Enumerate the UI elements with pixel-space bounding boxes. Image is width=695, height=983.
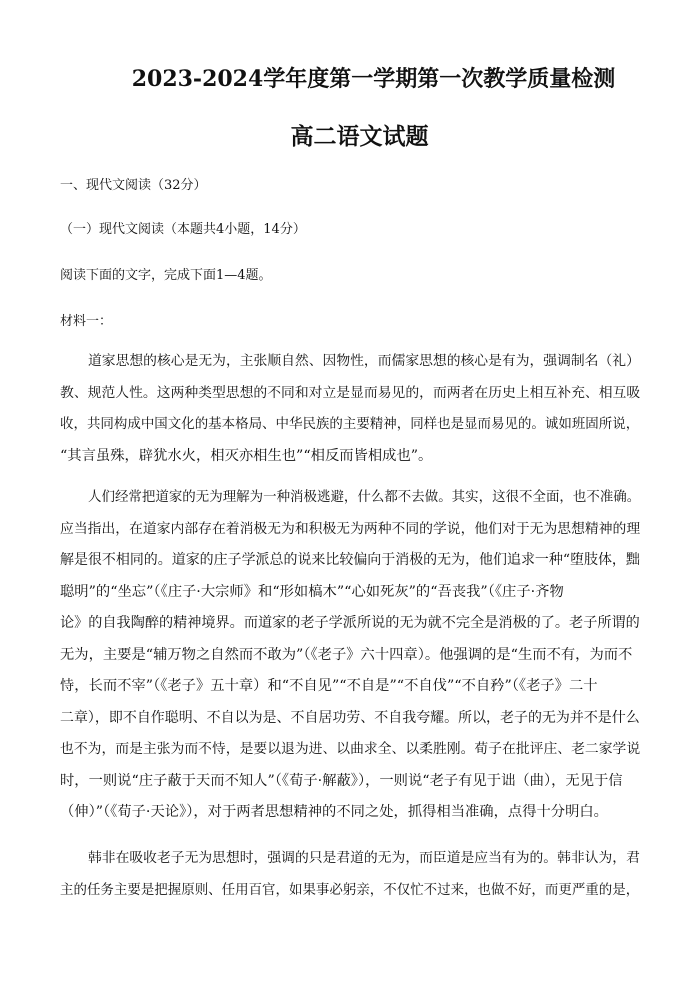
- paragraph-line: 韩非在吸收老子无为思想时，强调的只是君道的无为，而臣道是应当有为的。韩非认为，君: [88, 850, 640, 866]
- section-heading: 一、现代文阅读（32分）: [60, 178, 207, 193]
- paragraph-line: 解是很不相同的。道家的庄子学派总的说来比较偏向于消极的无为，他们追求一种“堕肢体，黜: [60, 552, 640, 568]
- paragraph-line: 道家思想的核心是无为，主张顺自然、因物性，而儒家思想的核心是有为，强调制名（礼）: [88, 353, 640, 369]
- paragraph-line: 论》的自我陶醉的精神境界。而道家的老子学派所说的无为就不完全是消极的了。老子所谓的: [60, 615, 640, 631]
- paragraph-line: 无为，主要是“辅万物之自然而不敢为”（《老子》六十四章）。他强调的是“生而不有，为而不: [60, 647, 633, 663]
- paragraph-line: “其言虽殊，辟犹水火，相灭亦相生也”“相反而皆相成也”。: [60, 448, 433, 464]
- paragraph-line: 应当指出，在道家内部存在着消极无为和积极无为两种不同的学说，他们对于无为思想精神的理: [60, 521, 641, 537]
- paragraph-line: （伸）”（《荀子·天论》），对于两者思想精神的不同之处，抓得相当准确，点得十分明白。: [60, 804, 608, 820]
- material-label: 材料一：: [60, 314, 113, 329]
- paragraph-line: 收，共同构成中国文化的基本格局、中华民族的主要精神，同样也是显而易见的。诚如班固所说，: [60, 416, 640, 432]
- paragraph-line: 聪明”的“坐忘”（《庄子·大宗师》和“形如槁木”“心如死灰”的“吾丧我”（《庄子·齐物: [60, 584, 564, 600]
- document-title: 2023-2024学年度第一学期第一次教学质量检测: [131, 66, 616, 92]
- subsection-heading: （一）现代文阅读（本题共4小题，14分）: [60, 222, 306, 237]
- paragraph-line: 人们经常把道家的无为理解为一种消极逃避，什么都不去做。其实，这很不全面，也不准确。: [88, 489, 641, 505]
- paragraph-line: 恃，长而不宰”（《老子》五十章）和“不自见”“不自是”“不自伐”“不自矜”（《老子》二十: [60, 678, 598, 694]
- paragraph-line: 二章），即不自作聪明、不自以为是、不自居功劳、不自我夸耀。所以，老子的无为并不是什么: [60, 710, 640, 726]
- paragraph-line: 也不为，而是主张为而不恃，是要以退为进、以曲求全、以柔胜刚。荀子在批评庄、老二家学说: [60, 741, 641, 757]
- paragraph-line: 时，一则说“庄子蔽于天而不知人”（《荀子·解蔽》），一则说“老子有见于诎（曲），无见于信: [60, 773, 623, 789]
- document-subtitle: 高二语文试题: [290, 123, 429, 150]
- instruction-text: 阅读下面的文字，完成下面1—4题。: [60, 268, 272, 283]
- paragraph-line: 主的任务主要是把握原则、任用百官，如果事必躬亲，不仅忙不过来，也做不好，而更严重的是，: [60, 882, 640, 898]
- paragraph-line: 教、规范人性。这两种类型思想的不同和对立是显而易见的，而两者在历史上相互补充、相互吸: [60, 385, 641, 401]
